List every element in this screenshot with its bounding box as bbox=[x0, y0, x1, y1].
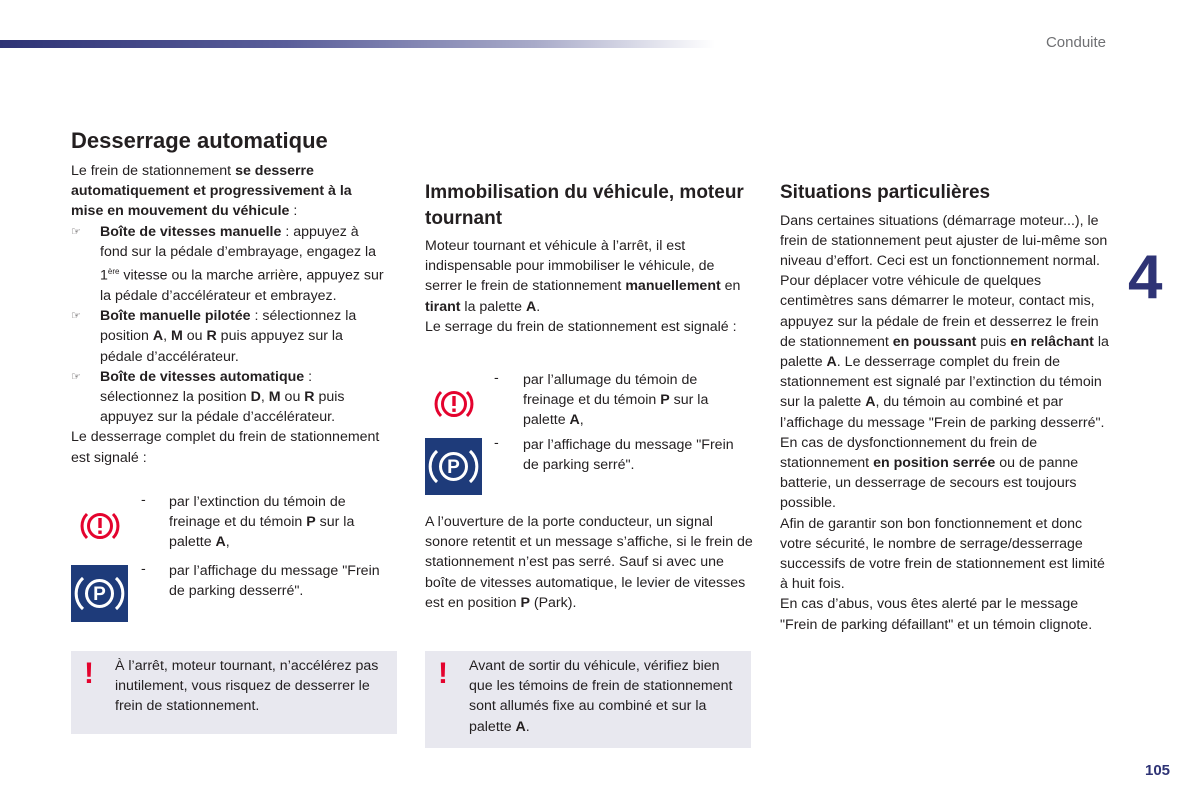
section-title: Desserrage automatique bbox=[71, 128, 328, 153]
dash-marker: - bbox=[141, 492, 146, 508]
paragraph: En cas de dysfonctionnement du frein de stationnement en position serrée ou de panne batterie, un desserrage de secours est toujours possible. bbox=[780, 434, 1079, 512]
brake-warning-icon bbox=[79, 505, 121, 547]
pointing-hand-icon: ☞ bbox=[71, 225, 81, 238]
paragraph: Pour déplacer votre véhicule de quelques centimètres sans démarrer le moteur, contact mis, appuyez sur la pédale de frein et desserrez le frein de stationnement en poussant puis en relâchant la palette A. Le desserrage complet du frein de stationnement est signalé par l’extinction du témoin sur la palette A, du témoin au combiné et par l’affichage du message "Frein de parking desserré". bbox=[780, 273, 1109, 431]
dash-marker: - bbox=[494, 435, 499, 451]
paragraph: Dans certaines situations (démarrage moteur...), le frein de stationnement peut ajuster de lui-même son niveau d’effort. Ceci est un fonctionnement normal. bbox=[780, 212, 1108, 269]
note-text: Avant de sortir du véhicule, vérifiez bien que les témoins de frein de stationnement sont allumés fixe au combiné et sur la palette A. bbox=[469, 658, 733, 735]
paragraph-block bbox=[425, 512, 755, 613]
column-situations bbox=[780, 180, 1115, 635]
section-label: Conduite bbox=[1045, 34, 1106, 51]
column-immobilisation bbox=[425, 180, 755, 337]
page-number: 105 bbox=[1145, 762, 1171, 779]
list-item: ☞ Boîte de vitesses manuelle : appuyez à fond sur la pédale d’embrayage, engagez la 1ère vitesse ou la marche arrière, appuyez sur la pédale d’accélérateur et embrayez. bbox=[71, 223, 384, 304]
exclamation-icon: ! bbox=[84, 657, 94, 690]
section-title: Immobilisation du véhicule, moteur tournant bbox=[425, 182, 744, 229]
svg-text:P: P bbox=[93, 584, 106, 605]
pointing-hand-icon: ☞ bbox=[71, 370, 81, 383]
parking-brake-icon bbox=[425, 438, 482, 495]
section-title: Situations particulières bbox=[780, 182, 991, 203]
list-item: ☞ Boîte de vitesses automatique : sélectionnez la position D, M ou R puis appuyez sur la pédale d’accélérateur. bbox=[71, 368, 345, 426]
column-desserrage bbox=[71, 127, 386, 468]
paragraph: A l’ouverture de la porte conducteur, un signal sonore retentit et un message s’affiche, si le frein de stationnement n’est pas serré. Sauf si avec une boîte de vitesses automatique, le levier de vitesses est en position P (Park). bbox=[425, 514, 753, 611]
signal-item: par l’affichage du message "Frein de parking serré". bbox=[523, 437, 734, 474]
paragraph: Le serrage du frein de stationnement est signalé : bbox=[425, 318, 737, 335]
svg-text:P: P bbox=[447, 457, 460, 478]
warning-note bbox=[71, 651, 397, 734]
paragraph: Moteur tournant et véhicule à l’arrêt, il est indispensable pour immobiliser le véhicule, de serrer le frein de stationnement manuellement en tirant la palette A. bbox=[425, 238, 741, 315]
list-item: ☞ Boîte manuelle pilotée : sélectionnez la position A, M ou R puis appuyez sur la pédale d’accélérateur. bbox=[71, 308, 357, 365]
paragraph: En cas d’abus, vous êtes alerté par le message "Frein de parking défaillant" et un témoin clignote. bbox=[780, 596, 1093, 633]
header-bar bbox=[0, 40, 715, 48]
exclamation-icon: ! bbox=[438, 657, 448, 690]
outro-paragraph: Le desserrage complet du frein de stationnement est signalé : bbox=[71, 429, 380, 466]
brake-warning-icon bbox=[433, 383, 475, 425]
chapter-number: 4 bbox=[1128, 243, 1163, 312]
paragraph: Afin de garantir son bon fonctionnement et donc votre sécurité, le nombre de serrage/desserrage successifs de votre frein de stationnement est limité à huit fois. bbox=[780, 515, 1105, 593]
signal-item: par l’allumage du témoin de freinage et du témoin P sur la palette A, bbox=[523, 372, 709, 429]
intro-paragraph: Le frein de stationnement se desserre automatiquement et progressivement à la mise en mouvement du véhicule : bbox=[71, 163, 352, 220]
dash-marker: - bbox=[494, 370, 499, 386]
warning-note bbox=[425, 651, 751, 748]
note-text: À l’arrêt, moteur tournant, n’accélérez pas inutilement, vous risquez de desserrer le frein de stationnement. bbox=[115, 658, 379, 715]
parking-brake-icon bbox=[71, 565, 128, 622]
signal-item: par l’extinction du témoin de freinage et du témoin P sur la palette A, bbox=[169, 494, 355, 551]
signal-item: par l’affichage du message "Frein de parking desserré". bbox=[169, 563, 380, 600]
dash-marker: - bbox=[141, 561, 146, 577]
pointing-hand-icon: ☞ bbox=[71, 310, 81, 323]
